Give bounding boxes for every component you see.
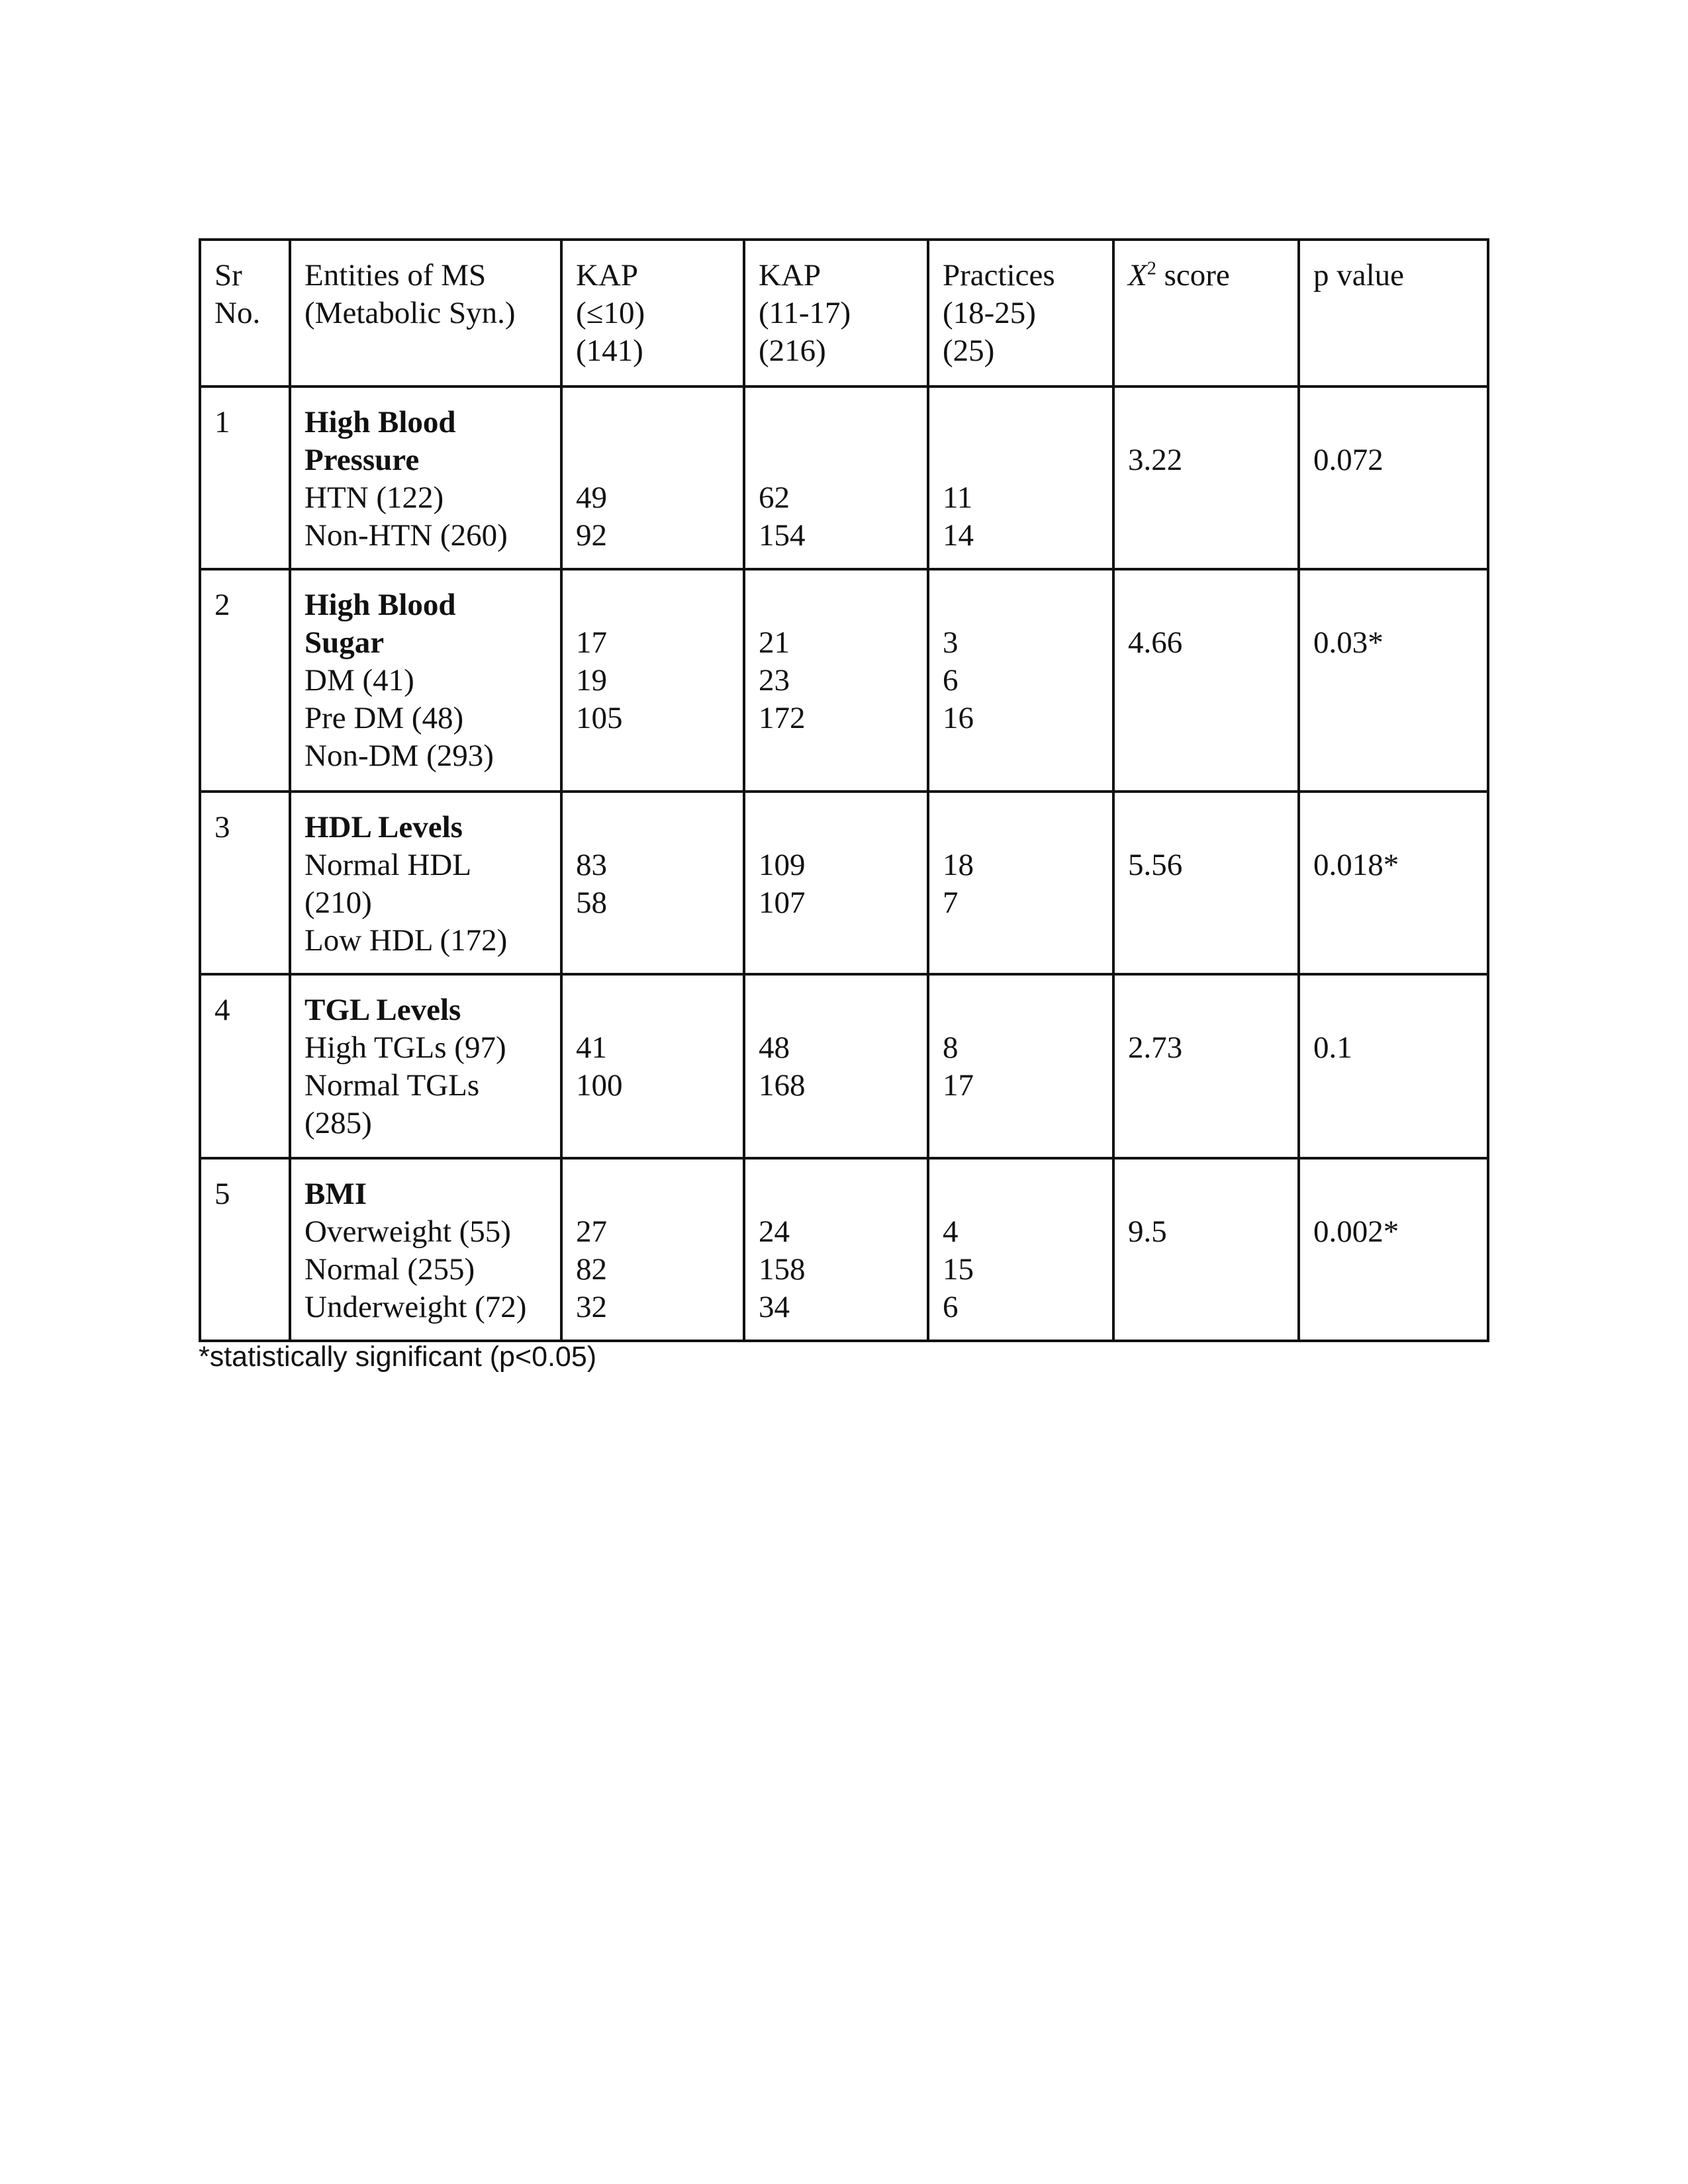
cell-kap-low: 41 100 (561, 974, 744, 1158)
cell-practices: 3 6 16 (928, 569, 1113, 792)
cell-chi-square: 9.5 (1113, 1158, 1299, 1341)
cell-chi-square: 5.56 (1113, 792, 1299, 974)
cell-practices: 8 17 (928, 974, 1113, 1158)
cell-practices: 18 7 (928, 792, 1113, 974)
footnote: *statistically significant (p<0.05) (199, 1341, 597, 1373)
cell-entity: BMI Overweight (55) Normal (255) Underweight (72) (290, 1158, 561, 1341)
cell-p-value: 0.1 (1299, 974, 1488, 1158)
table-row (200, 1158, 1488, 1341)
cell-sr: 5 (200, 1158, 290, 1341)
cell-kap-low: 49 92 (561, 387, 744, 569)
cell-p-value: 0.002* (1299, 1158, 1488, 1341)
cell-sr: 3 (200, 792, 290, 974)
cell-practices: 11 14 (928, 387, 1113, 569)
cell-kap-low: 83 58 (561, 792, 744, 974)
header-chi-square: $X^2$ score (1113, 240, 1299, 387)
cell-chi-square: 3.22 (1113, 387, 1299, 569)
cell-p-value: 0.03* (1299, 569, 1488, 792)
cell-chi-square: 2.73 (1113, 974, 1299, 1158)
table-row (200, 974, 1488, 1158)
header-kap-low: KAP (≤10) (141) (561, 240, 744, 387)
header-sr: Sr No. (200, 240, 290, 387)
cell-entity: High Blood Pressure HTN (122) Non-HTN (260) (290, 387, 561, 569)
results-table (199, 238, 1489, 1342)
header-practices: Practices (18-25) (25) (928, 240, 1113, 387)
cell-kap-mid: 109 107 (744, 792, 928, 974)
header-kap-mid: KAP (11-17) (216) (744, 240, 928, 387)
cell-kap-mid: 48 168 (744, 974, 928, 1158)
cell-kap-low: 27 82 32 (561, 1158, 744, 1341)
table-row (200, 569, 1488, 792)
cell-kap-low: 17 19 105 (561, 569, 744, 792)
cell-entity: TGL Levels High TGLs (97) Normal TGLs (285) (290, 974, 561, 1158)
header-p-value: p value (1299, 240, 1488, 387)
header-row (200, 240, 1488, 387)
cell-p-value: 0.072 (1299, 387, 1488, 569)
cell-kap-mid: 62 154 (744, 387, 928, 569)
cell-kap-mid: 21 23 172 (744, 569, 928, 792)
cell-practices: 4 15 6 (928, 1158, 1113, 1341)
cell-kap-mid: 24 158 34 (744, 1158, 928, 1341)
table-row (200, 387, 1488, 569)
table-row (200, 792, 1488, 974)
cell-p-value: 0.018* (1299, 792, 1488, 974)
cell-sr: 2 (200, 569, 290, 792)
cell-sr: 4 (200, 974, 290, 1158)
cell-entity: High Blood Sugar DM (41) Pre DM (48) Non-DM (293) (290, 569, 561, 792)
cell-sr: 1 (200, 387, 290, 569)
header-entities: Entities of MS (Metabolic Syn.) (290, 240, 561, 387)
cell-chi-square: 4.66 (1113, 569, 1299, 792)
cell-entity: HDL Levels Normal HDL (210) Low HDL (172) (290, 792, 561, 974)
